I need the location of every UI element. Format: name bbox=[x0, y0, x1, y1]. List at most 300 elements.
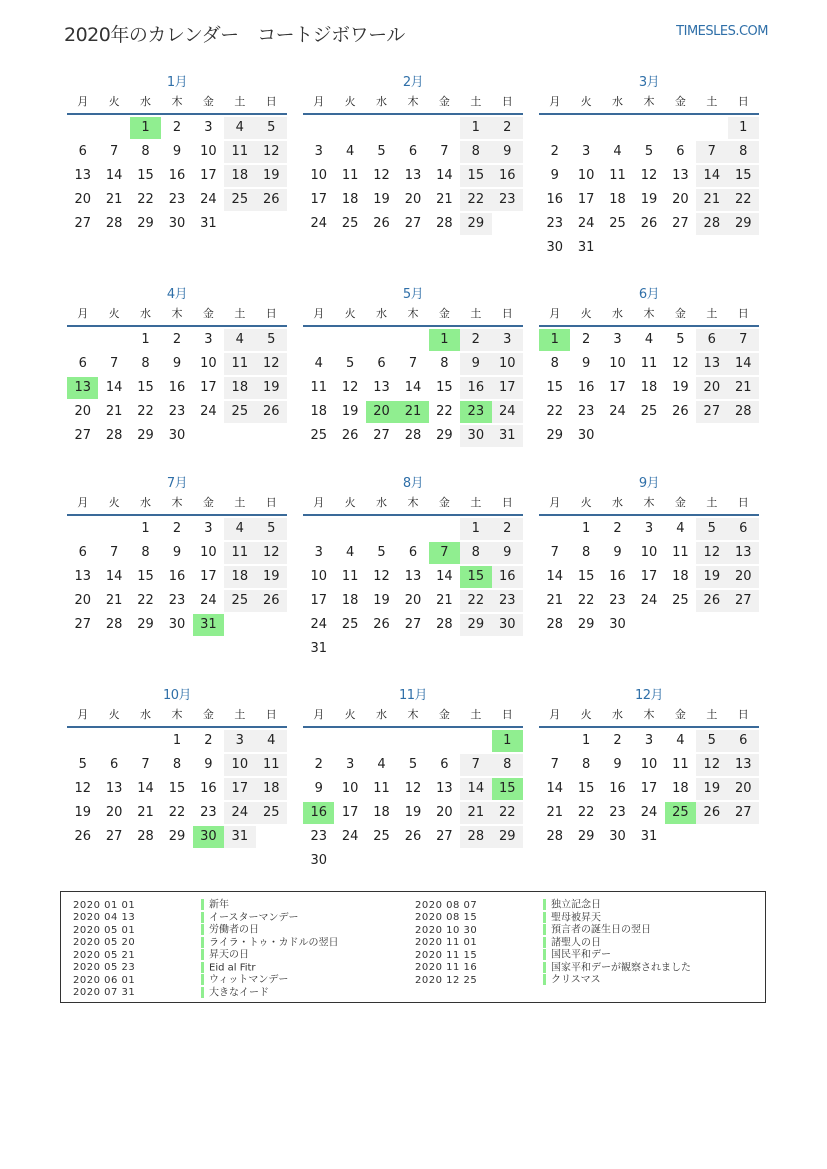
day-cell: 6 bbox=[109, 757, 119, 772]
legend-date: 2020 05 01 bbox=[73, 924, 136, 936]
day-cell: 3 bbox=[492, 329, 523, 351]
day-cell: 8 bbox=[581, 545, 591, 560]
day-cell: 19 bbox=[341, 404, 359, 419]
legend-date: 2020 11 16 bbox=[415, 962, 478, 973]
day-cell: 20 bbox=[404, 192, 422, 207]
day-cell: 7 bbox=[109, 356, 119, 371]
day-cell-holiday: 15 bbox=[492, 778, 523, 800]
day-cell: 26 bbox=[256, 189, 287, 211]
day-cell: 11 bbox=[256, 754, 287, 776]
day-cell: 14 bbox=[460, 778, 491, 800]
day-cell: 24 bbox=[492, 401, 523, 423]
day-blank bbox=[570, 117, 601, 139]
days-grid bbox=[303, 117, 523, 237]
day-cell: 12 bbox=[672, 356, 689, 371]
day-cell: 12 bbox=[256, 141, 287, 163]
weekday-header bbox=[67, 306, 287, 322]
day-cell: 26 bbox=[256, 590, 287, 612]
day-cell: 25 bbox=[373, 829, 390, 844]
day-cell: 2 bbox=[172, 120, 182, 135]
weekday-label: 木 bbox=[643, 496, 655, 509]
day-cell-holiday: 15 bbox=[460, 566, 491, 588]
legend-marker bbox=[543, 949, 546, 960]
day-cell: 7 bbox=[728, 329, 759, 351]
day-cell: 24 bbox=[640, 593, 658, 608]
site-link[interactable]: TIMESLES.COM bbox=[676, 24, 768, 39]
day-cell: 16 bbox=[609, 569, 626, 584]
day-cell: 25 bbox=[341, 216, 359, 231]
legend-holiday-name: 聖母被昇天 bbox=[551, 912, 601, 923]
day-blank bbox=[67, 730, 98, 752]
day-cell: 28 bbox=[546, 829, 563, 844]
weekday-label: 水 bbox=[612, 708, 624, 721]
day-cell: 22 bbox=[546, 404, 563, 419]
day-cell: 23 bbox=[168, 593, 186, 608]
day-cell: 26 bbox=[696, 590, 727, 612]
day-cell: 22 bbox=[460, 590, 491, 612]
day-cell: 22 bbox=[577, 593, 595, 608]
legend-marker bbox=[201, 974, 204, 985]
days-grid bbox=[303, 329, 523, 449]
day-cell: 6 bbox=[78, 356, 87, 371]
weekday-label: 木 bbox=[407, 496, 419, 509]
day-cell: 25 bbox=[672, 593, 689, 608]
weekday-label: 火 bbox=[108, 307, 120, 320]
day-cell: 22 bbox=[168, 805, 186, 820]
day-cell: 18 bbox=[672, 781, 689, 796]
day-cell: 16 bbox=[609, 781, 626, 796]
legend-row bbox=[73, 962, 338, 975]
day-cell: 10 bbox=[492, 353, 523, 375]
day-blank bbox=[334, 117, 365, 139]
weekday-label: 金 bbox=[202, 708, 214, 721]
day-cell: 29 bbox=[168, 829, 186, 844]
legend-row bbox=[73, 899, 338, 912]
day-cell: 29 bbox=[728, 213, 759, 235]
weekday-label: 月 bbox=[77, 307, 89, 320]
legend-row bbox=[415, 974, 691, 987]
month-block bbox=[539, 74, 759, 261]
weekday-label: 火 bbox=[580, 95, 592, 108]
day-cell: 27 bbox=[436, 829, 453, 844]
day-cell: 23 bbox=[609, 593, 626, 608]
day-cell: 11 bbox=[224, 141, 255, 163]
day-cell: 14 bbox=[137, 781, 154, 796]
day-cell: 15 bbox=[577, 781, 595, 796]
weekday-header bbox=[303, 94, 523, 110]
weekday-label: 日 bbox=[501, 496, 513, 509]
day-cell: 2 bbox=[172, 332, 182, 347]
day-cell: 16 bbox=[168, 380, 186, 395]
day-cell-holiday: 30 bbox=[193, 826, 224, 848]
day-blank bbox=[334, 329, 365, 351]
day-cell: 30 bbox=[577, 428, 595, 443]
legend-holiday-name: イースターマンデー bbox=[209, 912, 299, 923]
day-cell: 5 bbox=[78, 757, 87, 772]
day-cell: 20 bbox=[672, 192, 689, 207]
day-cell: 22 bbox=[460, 189, 491, 211]
day-cell: 9 bbox=[314, 781, 323, 796]
day-cell: 17 bbox=[310, 192, 327, 207]
weekday-label: 土 bbox=[470, 95, 482, 108]
day-cell: 2 bbox=[613, 521, 622, 536]
day-cell: 1 bbox=[141, 332, 150, 347]
legend-row bbox=[73, 949, 338, 962]
day-cell: 6 bbox=[408, 144, 418, 159]
day-cell: 2 bbox=[492, 518, 523, 540]
day-cell: 5 bbox=[256, 329, 287, 351]
month-name: 4月 bbox=[166, 287, 188, 302]
month-block bbox=[67, 687, 287, 850]
day-cell: 17 bbox=[492, 377, 523, 399]
day-cell: 30 bbox=[460, 425, 491, 447]
day-cell: 25 bbox=[256, 802, 287, 824]
day-cell: 23 bbox=[168, 404, 186, 419]
legend-column-left bbox=[73, 899, 338, 999]
day-cell: 19 bbox=[696, 566, 727, 588]
day-cell: 1 bbox=[460, 117, 491, 139]
weekday-label: 日 bbox=[737, 307, 749, 320]
day-blank bbox=[366, 329, 397, 351]
weekday-label: 水 bbox=[140, 307, 152, 320]
day-cell: 5 bbox=[345, 356, 355, 371]
weekday-label: 金 bbox=[674, 307, 686, 320]
day-cell: 6 bbox=[377, 356, 386, 371]
legend-date: 2020 06 01 bbox=[73, 974, 136, 986]
day-cell: 27 bbox=[74, 428, 91, 443]
day-cell: 7 bbox=[109, 144, 119, 159]
days-grid bbox=[67, 518, 287, 638]
day-cell: 9 bbox=[613, 757, 622, 772]
day-cell: 4 bbox=[345, 144, 355, 159]
day-cell: 26 bbox=[696, 802, 727, 824]
day-cell: 21 bbox=[460, 802, 491, 824]
legend-marker bbox=[201, 924, 204, 935]
day-cell: 5 bbox=[256, 518, 287, 540]
day-cell: 17 bbox=[577, 192, 595, 207]
day-cell: 30 bbox=[168, 216, 186, 231]
day-cell: 8 bbox=[172, 757, 182, 772]
day-cell: 25 bbox=[609, 216, 626, 231]
day-cell: 14 bbox=[546, 569, 563, 584]
day-cell: 8 bbox=[141, 356, 150, 371]
legend-row bbox=[73, 987, 338, 1000]
day-cell: 13 bbox=[728, 542, 759, 564]
day-cell: 10 bbox=[200, 356, 217, 371]
header-rule bbox=[539, 514, 759, 516]
day-cell: 9 bbox=[172, 545, 182, 560]
day-cell: 31 bbox=[577, 240, 595, 255]
day-cell: 7 bbox=[141, 757, 150, 772]
header-rule bbox=[67, 514, 287, 516]
day-blank bbox=[397, 518, 428, 540]
legend-holiday-name: 労働者の日 bbox=[209, 924, 259, 936]
day-cell: 5 bbox=[408, 757, 418, 772]
month-name: 6月 bbox=[638, 287, 660, 302]
header-rule bbox=[539, 113, 759, 115]
day-cell: 22 bbox=[137, 593, 154, 608]
day-cell: 6 bbox=[676, 144, 685, 159]
header-rule bbox=[67, 113, 287, 115]
legend-holiday-name: Eid al Fitr bbox=[209, 962, 256, 973]
day-blank bbox=[366, 730, 397, 752]
day-cell: 17 bbox=[640, 569, 658, 584]
day-cell: 8 bbox=[141, 545, 150, 560]
weekday-label: 月 bbox=[77, 708, 89, 721]
day-cell: 5 bbox=[256, 117, 287, 139]
day-cell: 4 bbox=[256, 730, 287, 752]
day-blank bbox=[303, 117, 334, 139]
day-cell: 3 bbox=[314, 144, 323, 159]
legend-row bbox=[73, 924, 338, 937]
day-cell: 29 bbox=[137, 428, 154, 443]
weekday-header bbox=[539, 94, 759, 110]
day-blank bbox=[665, 117, 696, 139]
legend-date: 2020 05 21 bbox=[73, 949, 136, 961]
weekday-label: 日 bbox=[737, 496, 749, 509]
weekday-label: 日 bbox=[265, 496, 277, 509]
day-cell-holiday: 31 bbox=[193, 614, 224, 636]
weekday-label: 月 bbox=[313, 708, 325, 721]
day-cell: 15 bbox=[577, 569, 595, 584]
day-cell: 27 bbox=[373, 428, 390, 443]
day-blank bbox=[67, 518, 98, 540]
day-cell: 12 bbox=[404, 781, 422, 796]
day-cell: 10 bbox=[200, 144, 217, 159]
day-cell: 28 bbox=[436, 617, 453, 632]
day-cell: 22 bbox=[137, 404, 154, 419]
month-name: 12月 bbox=[634, 688, 664, 703]
day-cell: 26 bbox=[74, 829, 91, 844]
day-cell: 27 bbox=[696, 401, 727, 423]
day-cell: 28 bbox=[105, 428, 123, 443]
day-cell: 4 bbox=[377, 757, 386, 772]
legend-marker bbox=[201, 962, 204, 973]
day-cell: 24 bbox=[200, 593, 217, 608]
day-cell: 8 bbox=[581, 757, 591, 772]
weekday-label: 月 bbox=[77, 95, 89, 108]
header-rule bbox=[303, 325, 523, 327]
day-cell-holiday: 20 bbox=[366, 401, 397, 423]
legend-row bbox=[415, 937, 691, 950]
day-cell: 28 bbox=[460, 826, 491, 848]
legend-row bbox=[73, 912, 338, 925]
day-cell: 1 bbox=[460, 518, 491, 540]
weekday-label: 水 bbox=[612, 496, 624, 509]
day-cell: 9 bbox=[550, 168, 559, 183]
day-cell: 16 bbox=[546, 192, 563, 207]
legend-row bbox=[415, 912, 691, 925]
day-cell: 7 bbox=[550, 545, 559, 560]
day-cell: 4 bbox=[644, 332, 654, 347]
day-cell: 29 bbox=[436, 428, 453, 443]
day-cell: 16 bbox=[168, 569, 186, 584]
weekday-label: 木 bbox=[407, 708, 419, 721]
weekday-label: 水 bbox=[376, 708, 388, 721]
legend-column-right bbox=[415, 899, 691, 987]
day-cell: 28 bbox=[137, 829, 154, 844]
day-cell: 4 bbox=[224, 518, 255, 540]
weekday-label: 月 bbox=[549, 708, 561, 721]
day-cell-holiday: 1 bbox=[539, 329, 570, 351]
day-cell: 13 bbox=[672, 168, 689, 183]
day-cell: 29 bbox=[577, 617, 595, 632]
weekday-label: 火 bbox=[108, 496, 120, 509]
day-cell: 1 bbox=[141, 521, 150, 536]
day-cell: 7 bbox=[550, 757, 559, 772]
day-cell: 13 bbox=[404, 168, 422, 183]
day-cell: 19 bbox=[256, 165, 287, 187]
day-cell: 6 bbox=[728, 518, 759, 540]
day-cell: 3 bbox=[224, 730, 255, 752]
day-cell: 18 bbox=[341, 593, 359, 608]
weekday-label: 土 bbox=[234, 307, 246, 320]
day-cell: 2 bbox=[460, 329, 491, 351]
day-cell: 11 bbox=[224, 353, 255, 375]
day-cell: 3 bbox=[204, 120, 213, 135]
day-cell: 27 bbox=[728, 802, 759, 824]
day-cell: 8 bbox=[460, 542, 491, 564]
day-cell-holiday: 21 bbox=[397, 401, 428, 423]
weekday-label: 月 bbox=[77, 496, 89, 509]
day-cell: 10 bbox=[224, 754, 255, 776]
day-cell: 15 bbox=[436, 380, 453, 395]
legend-marker bbox=[201, 949, 204, 960]
weekday-label: 火 bbox=[344, 95, 356, 108]
weekday-label: 金 bbox=[438, 95, 450, 108]
weekday-label: 金 bbox=[202, 496, 214, 509]
day-cell: 13 bbox=[373, 380, 390, 395]
day-cell-holiday: 1 bbox=[130, 117, 161, 139]
day-cell: 25 bbox=[341, 617, 359, 632]
legend-marker bbox=[543, 974, 546, 985]
day-cell: 26 bbox=[672, 404, 689, 419]
day-cell: 16 bbox=[492, 165, 523, 187]
day-cell: 13 bbox=[436, 781, 453, 796]
day-cell: 18 bbox=[224, 566, 255, 588]
legend-date: 2020 10 30 bbox=[415, 924, 478, 936]
day-cell: 26 bbox=[341, 428, 359, 443]
day-cell: 26 bbox=[373, 216, 390, 231]
day-blank bbox=[130, 730, 161, 752]
day-cell: 9 bbox=[492, 141, 523, 163]
day-cell: 20 bbox=[436, 805, 453, 820]
day-blank bbox=[460, 730, 491, 752]
day-cell: 22 bbox=[137, 192, 154, 207]
day-cell: 19 bbox=[373, 192, 390, 207]
weekday-label: 火 bbox=[344, 708, 356, 721]
day-cell: 7 bbox=[696, 141, 727, 163]
day-blank bbox=[303, 730, 334, 752]
day-blank bbox=[602, 117, 633, 139]
weekday-label: 土 bbox=[470, 496, 482, 509]
day-cell: 21 bbox=[105, 593, 123, 608]
month-name: 7月 bbox=[166, 476, 188, 491]
day-cell: 10 bbox=[310, 569, 327, 584]
day-cell: 11 bbox=[224, 542, 255, 564]
day-cell: 24 bbox=[609, 404, 626, 419]
day-blank bbox=[98, 329, 129, 351]
day-cell: 3 bbox=[644, 521, 654, 536]
legend-row bbox=[415, 899, 691, 912]
day-cell: 2 bbox=[581, 332, 591, 347]
day-cell: 12 bbox=[373, 168, 390, 183]
weekday-header bbox=[303, 306, 523, 322]
day-cell: 2 bbox=[492, 117, 523, 139]
weekday-label: 木 bbox=[643, 95, 655, 108]
weekday-label: 木 bbox=[171, 708, 183, 721]
day-blank bbox=[397, 329, 428, 351]
weekday-label: 月 bbox=[313, 95, 325, 108]
day-cell: 17 bbox=[609, 380, 626, 395]
day-cell: 4 bbox=[613, 144, 622, 159]
day-cell: 17 bbox=[341, 805, 359, 820]
weekday-label: 木 bbox=[171, 307, 183, 320]
legend-marker bbox=[201, 899, 204, 910]
day-cell: 21 bbox=[137, 805, 154, 820]
legend-row bbox=[415, 962, 691, 975]
day-cell: 8 bbox=[492, 754, 523, 776]
weekday-label: 土 bbox=[706, 708, 718, 721]
month-name: 2月 bbox=[402, 75, 424, 90]
day-cell: 13 bbox=[74, 569, 91, 584]
header-rule bbox=[303, 113, 523, 115]
day-cell: 12 bbox=[341, 380, 359, 395]
day-cell: 23 bbox=[310, 829, 327, 844]
day-cell: 23 bbox=[168, 192, 186, 207]
day-blank bbox=[334, 730, 365, 752]
month-name: 11月 bbox=[398, 688, 428, 703]
month-block bbox=[67, 74, 287, 237]
day-cell: 3 bbox=[613, 332, 622, 347]
weekday-header bbox=[539, 306, 759, 322]
day-cell: 1 bbox=[581, 521, 591, 536]
day-cell: 4 bbox=[345, 545, 355, 560]
day-blank bbox=[397, 730, 428, 752]
month-name: 5月 bbox=[402, 287, 424, 302]
day-cell: 28 bbox=[436, 216, 453, 231]
day-cell: 23 bbox=[200, 805, 217, 820]
legend-holiday-name: ライラ・トゥ・カドルの翌日 bbox=[209, 937, 339, 948]
weekday-label: 土 bbox=[470, 307, 482, 320]
day-cell: 12 bbox=[74, 781, 91, 796]
legend-row bbox=[73, 937, 338, 950]
day-cell: 16 bbox=[200, 781, 217, 796]
day-cell: 9 bbox=[172, 144, 182, 159]
weekday-label: 土 bbox=[234, 708, 246, 721]
month-block bbox=[539, 687, 759, 850]
day-cell: 30 bbox=[609, 617, 626, 632]
weekday-label: 月 bbox=[313, 307, 325, 320]
weekday-label: 日 bbox=[501, 708, 513, 721]
day-cell: 10 bbox=[640, 545, 658, 560]
day-cell: 18 bbox=[341, 192, 359, 207]
day-cell: 20 bbox=[74, 593, 91, 608]
day-cell: 29 bbox=[577, 829, 595, 844]
weekday-label: 火 bbox=[108, 708, 120, 721]
day-cell: 27 bbox=[105, 829, 123, 844]
legend-holiday-name: 大きなイード bbox=[209, 987, 269, 998]
day-cell: 28 bbox=[105, 617, 123, 632]
day-cell: 4 bbox=[676, 521, 685, 536]
day-cell: 19 bbox=[74, 805, 91, 820]
weekday-label: 水 bbox=[376, 496, 388, 509]
day-cell: 19 bbox=[672, 380, 689, 395]
weekday-label: 月 bbox=[549, 496, 561, 509]
holiday-legend bbox=[60, 891, 766, 1003]
day-cell: 4 bbox=[224, 329, 255, 351]
weekday-label: 火 bbox=[580, 307, 592, 320]
